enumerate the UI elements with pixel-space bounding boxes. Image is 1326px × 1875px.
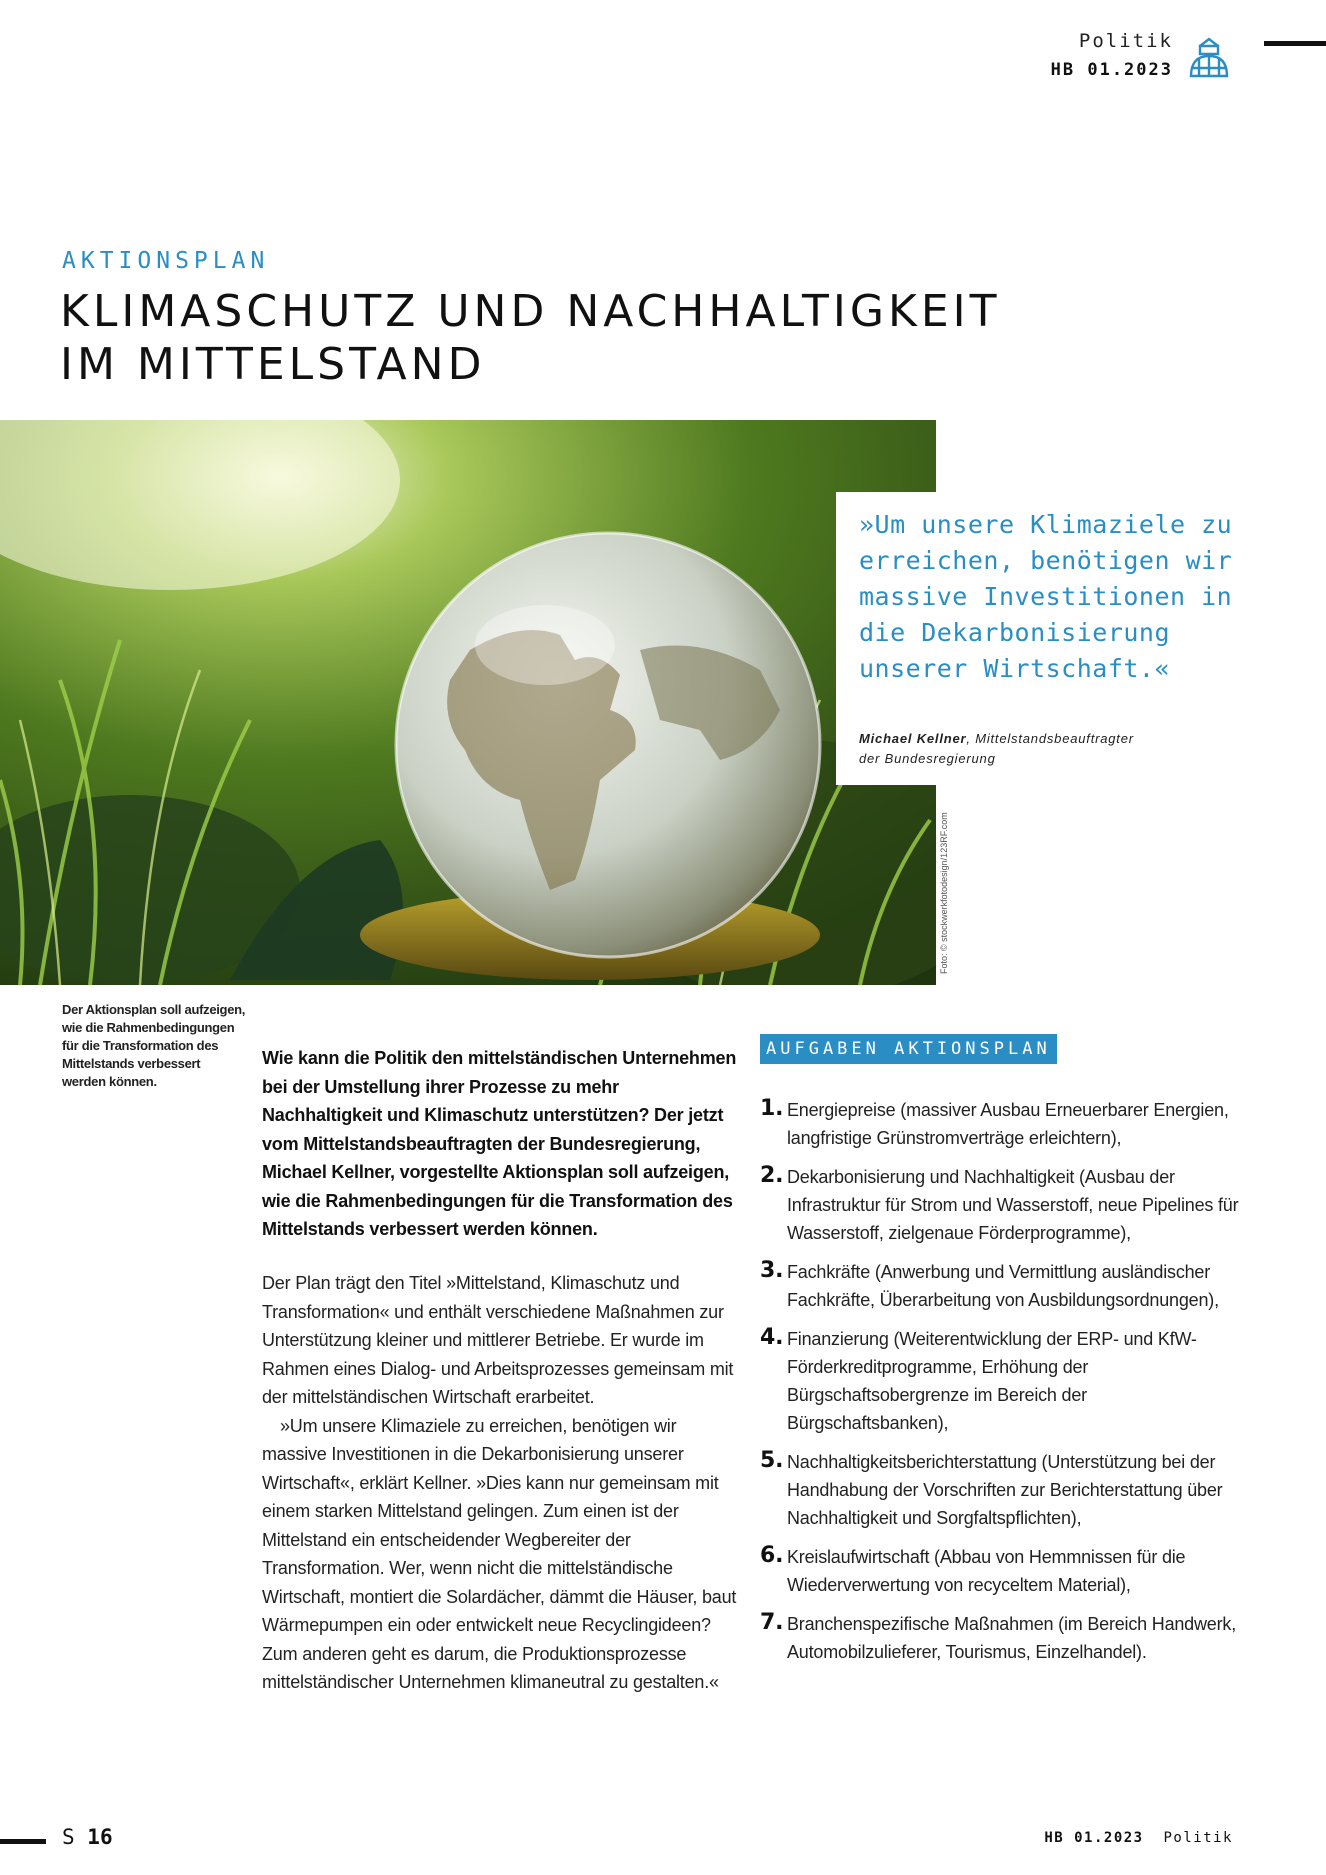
tasks-list <box>760 1096 1240 1677</box>
task-text: Nachhaltigkeitsberichterstattung (Unterstützung bei der Handhabung der Vorschriften zur Berichterstattung über Nachhaltigkeit und Sorgfaltspflichten), <box>787 1452 1223 1528</box>
quote-author-role-line2: der Bundesregierung <box>859 751 996 766</box>
page-number <box>62 1825 113 1849</box>
image-caption: Der Aktionsplan soll aufzeigen, wie die Rahmenbedingungen für die Transformation des Mittelstands verbessert werden können. <box>62 1002 246 1089</box>
article-title-line2: IM MITTELSTAND <box>60 339 486 390</box>
task-item <box>760 1163 1240 1247</box>
task-number: 5. <box>760 1448 784 1473</box>
task-text: Energiepreise (massiver Ausbau Erneuerbarer Energien, langfristige Grünstromverträge erleichtern), <box>787 1100 1229 1148</box>
header-rule <box>1264 41 1326 46</box>
task-number: 6. <box>760 1543 784 1568</box>
quote-author-role: , Mittelstandsbeauftragter <box>966 731 1134 746</box>
glass-globe-photo <box>0 420 936 985</box>
task-number: 1. <box>760 1096 784 1121</box>
task-number: 3. <box>760 1258 784 1283</box>
pull-quote-author <box>859 729 1219 769</box>
header-section-label: Politik <box>1078 30 1173 52</box>
task-text: Branchenspezifische Maßnahmen (im Bereich Handwerk, Automobilzulieferer, Tourismus, Einzelhandel). <box>787 1614 1237 1662</box>
tasks-heading: AUFGABEN AKTIONSPLAN <box>760 1034 1057 1064</box>
article-kicker: AKTIONSPLAN <box>62 248 270 274</box>
task-item <box>760 1096 1240 1152</box>
quote-author-name: Michael Kellner <box>859 731 967 746</box>
hb-dome-logo-icon <box>1186 34 1232 80</box>
task-text: Kreislaufwirtschaft (Abbau von Hemmnissen für die Wiederverwertung von recyceltem Material), <box>787 1547 1186 1595</box>
footer-issue: HB 01.2023 <box>1044 1830 1144 1846</box>
task-text: Finanzierung (Weiterentwicklung der ERP- und KfW-Förderkreditprogramme, Erhöhung der Bürgschaftsobergrenze im Bereich der Bürgschaftsbanken), <box>787 1329 1197 1433</box>
footer-issue-section <box>1044 1830 1233 1846</box>
footer-section: Politik <box>1163 1830 1233 1846</box>
article-title-line1: KLIMASCHUTZ UND NACHHALTIGKEIT <box>60 286 1001 337</box>
article-lead: Wie kann die Politik den mittelständischen Unternehmen bei der Umstellung ihrer Prozesse zu mehr Nachhaltigkeit und Klimaschutz unterstützen? Der jetzt vom Mittelstandsbeauftragten der Bundesregierung, Michael Kellner, vorgestellte Aktionsplan soll aufzeigen, wie die Rahmenbedingungen für die Transformation des Mittelstands verbessert werden können. <box>262 1048 737 1239</box>
photo-credit: Foto: © stockwerkfotodesign/123RF.com <box>939 812 949 974</box>
task-item <box>760 1610 1240 1666</box>
task-text: Dekarbonisierung und Nachhaltigkeit (Ausbau der Infrastruktur für Strom und Wasserstoff, neue Pipelines für Wasserstoff, zielgenaue Förderprogramme), <box>787 1167 1239 1243</box>
header-issue-label: HB 01.2023 <box>1050 60 1173 80</box>
task-item <box>760 1448 1240 1532</box>
body-paragraph: »Um unsere Klimaziele zu erreichen, benötigen wir massive Investitionen in die Dekarbonisierung unserer Wirtschaft«, erklärt Kellner. »Dies kann nur gemeinsam mit einem starken Mittelstand gelingen. Zum einen ist der Mittelstand ein entscheidender Wegbereiter der Transformation. Wer, wenn nicht die mittelständische Wirtschaft, montiert die Solardächer, dämmt die Häuser, baut Wärmepumpen ein oder entwickelt neue Recyclingideen? Zum anderen geht es darum, die Produktionsprozesse mittelständischer Unternehmen klimaneutral zu gestalten.« <box>262 1415 737 1692</box>
task-item <box>760 1325 1240 1437</box>
task-text: Fachkräfte (Anwerbung und Vermittlung ausländischer Fachkräfte, Überarbeitung von Ausbildungsordnungen), <box>787 1262 1219 1310</box>
page-number-value: 16 <box>87 1825 113 1849</box>
task-number: 7. <box>760 1610 784 1635</box>
task-number: 4. <box>760 1325 784 1350</box>
article-body <box>262 1269 738 1697</box>
task-item <box>760 1543 1240 1599</box>
task-item <box>760 1258 1240 1314</box>
article-title <box>60 285 1060 391</box>
body-paragraph: Der Plan trägt den Titel »Mittelstand, Klimaschutz und Transformation« und enthält verschiedene Maßnahmen zur Unterstützung kleiner und mittlerer Betriebe. Er wurde im Rahmen eines Dialog- und Arbeitsprozesses gemeinsam mit der mittelständischen Wirtschaft erarbeitet. <box>262 1273 734 1407</box>
page-prefix: S <box>62 1825 88 1849</box>
pull-quote-text: »Um unsere Klimaziele zu erreichen, benötigen wir massive Investitionen in die Dekarbonisierung unserer Wirtschaft.« <box>859 510 1233 683</box>
footer-rule <box>0 1839 46 1844</box>
task-number: 2. <box>760 1163 784 1188</box>
